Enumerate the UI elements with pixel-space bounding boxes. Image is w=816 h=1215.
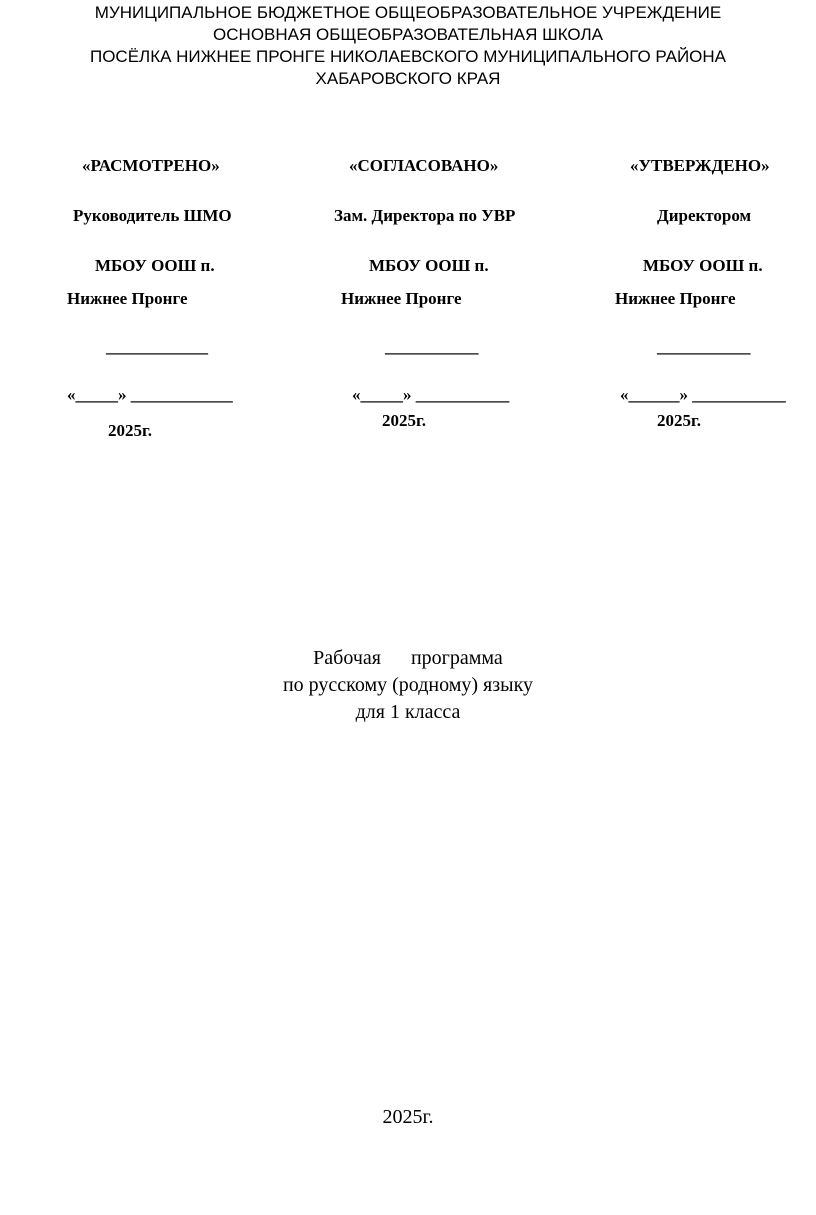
title-line-3: для 1 класса [355,701,461,723]
agreed-org: МБОУ ООШ п. [369,256,489,275]
approved-signature-line: ___________ [657,337,751,356]
reviewed-position: Руководитель ШМО [73,206,232,225]
document-title [0,645,816,726]
reviewed-signature-line: ____________ [106,337,208,356]
reviewed-org: МБОУ ООШ п. [95,256,215,275]
header-line-1: МУНИЦИПАЛЬНОЕ БЮДЖЕТНОЕ ОБЩЕОБРАЗОВАТЕЛЬНОЕ УЧРЕЖДЕНИЕ [94,3,722,22]
approved-org: МБОУ ООШ п. [643,256,763,275]
title-line-1: Рабочая программа [313,647,503,669]
approved-stamp: «УТВЕРЖДЕНО» [630,156,770,175]
agreed-stamp: «СОГЛАСОВАНО» [349,156,499,175]
reviewed-year: 2025г. [108,421,153,440]
approved-place: Нижнее Пронге [615,289,736,308]
title-line-2: по русскому (родному) языку [282,674,534,696]
reviewed-date-line: «_____» ____________ [67,385,233,404]
agreed-position: Зам. Директора по УВР [334,206,516,225]
reviewed-stamp: «РАСМОТРЕНО» [82,156,220,175]
approved-position: Директором [657,206,752,225]
agreed-date-line: «_____» ___________ [352,385,510,404]
header-line-4: ХАБАРОВСКОГО КРАЯ [315,69,501,88]
agreed-place: Нижнее Пронге [341,289,462,308]
footer-year: 2025г. [382,1106,434,1128]
agreed-year: 2025г. [382,411,427,430]
header-line-3: ПОСЁЛКА НИЖНЕЕ ПРОНГЕ НИКОЛАЕВСКОГО МУНИЦИПАЛЬНОГО РАЙОНА [89,47,727,66]
school-header [0,2,816,90]
approved-year: 2025г. [657,411,702,430]
agreed-signature-line: ___________ [385,337,479,356]
header-line-2: ОСНОВНАЯ ОБЩЕОБРАЗОВАТЕЛЬНАЯ ШКОЛА [213,25,603,44]
approved-date-line: «______» ___________ [620,385,786,404]
reviewed-place: Нижнее Пронге [67,289,188,308]
